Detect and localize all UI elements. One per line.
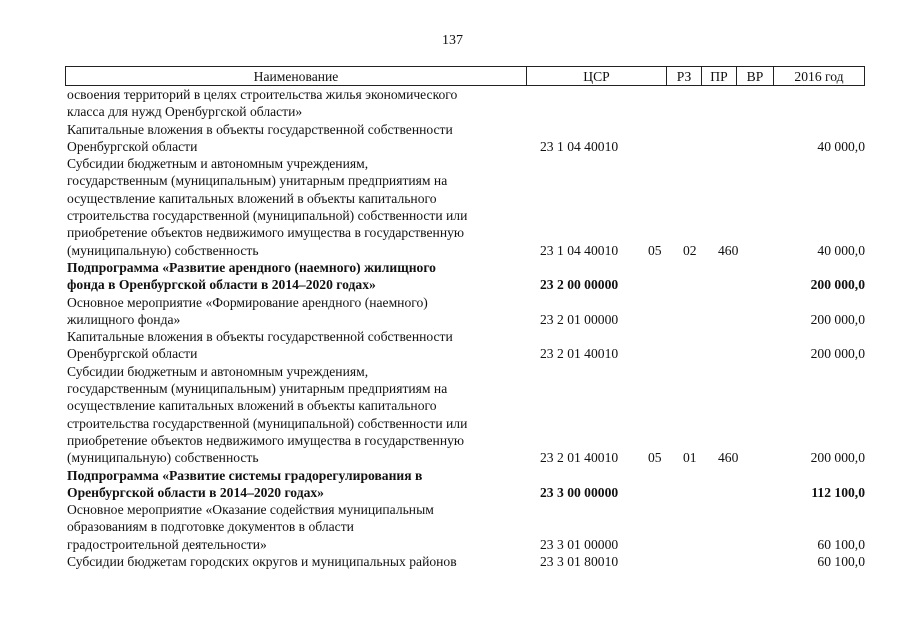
row-amount: 60 100,0 xyxy=(817,536,865,552)
table-row xyxy=(0,501,905,553)
row-vr: 460 xyxy=(718,450,739,466)
row-vr: 460 xyxy=(718,242,739,258)
row-name-line: приобретение объектов недвижимого имущества в государственную xyxy=(67,225,465,241)
row-pr: 02 xyxy=(683,242,697,258)
row-name-line: фонда в Оренбургской области в 2014–2020 годах» xyxy=(67,277,376,293)
row-name xyxy=(67,501,517,553)
header-pr: ПР xyxy=(701,67,736,85)
row-name-line: Субсидии бюджетам городских округов и муниципальных районов xyxy=(67,554,457,570)
table-row xyxy=(0,86,905,121)
row-amount: 200 000,0 xyxy=(810,346,865,362)
header-rz: РЗ xyxy=(666,67,701,85)
row-name-line: градостроительной деятельности» xyxy=(67,536,267,552)
row-amount: 200 000,0 xyxy=(810,277,865,293)
page-number: 137 xyxy=(442,33,463,48)
row-name-line: Основное мероприятие «Оказание содействия муниципальным xyxy=(67,502,434,518)
row-csr: 23 2 01 40010 xyxy=(540,346,619,362)
row-name xyxy=(67,86,517,121)
table-row xyxy=(0,121,905,156)
row-name-line: Капитальные вложения в объекты государственной собственности xyxy=(67,121,453,137)
row-name xyxy=(67,294,517,329)
row-name-line: (муниципальную) собственность xyxy=(67,242,259,258)
table-row xyxy=(0,553,905,570)
header-vr: ВР xyxy=(736,67,773,85)
row-amount: 200 000,0 xyxy=(810,450,865,466)
row-name-line: Оренбургской области xyxy=(67,346,198,362)
row-name-line: государственным (муниципальным) унитарным предприятиям на xyxy=(67,173,448,189)
table-row xyxy=(0,363,905,467)
row-csr: 23 2 00 00000 xyxy=(540,277,619,293)
row-csr: 23 3 00 00000 xyxy=(540,484,619,500)
row-pr: 01 xyxy=(683,450,697,466)
row-name-line: Оренбургской области в 2014–2020 годах» xyxy=(67,484,324,500)
row-name-line: Капитальные вложения в объекты государственной собственности xyxy=(67,329,453,345)
row-rz: 05 xyxy=(648,242,662,258)
row-csr: 23 1 04 40010 xyxy=(540,138,619,154)
row-name-line: Подпрограмма «Развитие арендного (наемного) жилищного xyxy=(67,259,436,275)
header-csr: ЦСР xyxy=(526,67,666,85)
row-name-line: государственным (муниципальным) унитарным предприятиям на xyxy=(67,381,448,397)
row-name-line: класса для нужд Оренбургской области» xyxy=(67,104,303,120)
row-amount: 112 100,0 xyxy=(811,484,865,500)
row-amount: 40 000,0 xyxy=(817,138,865,154)
table-row xyxy=(0,328,905,363)
table-header xyxy=(65,66,865,86)
row-name-line: (муниципальную) собственность xyxy=(67,450,259,466)
row-name-line: Подпрограмма «Развитие системы градорегулирования в xyxy=(67,467,423,483)
table-row xyxy=(0,467,905,502)
row-amount: 200 000,0 xyxy=(810,311,865,327)
row-csr: 23 1 04 40010 xyxy=(540,242,619,258)
row-name-line: образованиям в подготовке документов в области xyxy=(67,519,354,535)
row-name-line: строительства государственной (муниципальной) собственности или xyxy=(67,415,468,431)
row-name-line: осуществление капитальных вложений в объекты капитального xyxy=(67,398,437,414)
row-name xyxy=(67,259,517,294)
row-name-line: жилищного фонда» xyxy=(67,311,181,327)
row-name xyxy=(67,328,517,363)
header-name: Наименование xyxy=(253,69,339,84)
row-name xyxy=(67,467,517,502)
row-name-line: строительства государственной (муниципальной) собственности или xyxy=(67,208,468,224)
row-amount: 60 100,0 xyxy=(817,554,865,570)
row-name xyxy=(67,121,517,156)
row-name xyxy=(67,553,517,570)
row-amount: 40 000,0 xyxy=(817,242,865,258)
row-name-line: Субсидии бюджетным и автономным учреждениям, xyxy=(67,156,369,172)
row-name-line: Оренбургской области xyxy=(67,138,198,154)
row-name-line: Основное мероприятие «Формирование арендного (наемного) xyxy=(67,294,428,310)
table-row xyxy=(0,294,905,329)
row-csr: 23 2 01 00000 xyxy=(540,311,619,327)
header-year: 2016 год xyxy=(773,67,864,85)
row-name-line: Субсидии бюджетным и автономным учреждениям, xyxy=(67,363,369,379)
row-name xyxy=(67,363,517,467)
row-csr: 23 2 01 40010 xyxy=(540,450,619,466)
table-row xyxy=(0,155,905,259)
row-name xyxy=(67,155,517,259)
row-csr: 23 3 01 00000 xyxy=(540,536,619,552)
table-row xyxy=(0,259,905,294)
row-name-line: осуществление капитальных вложений в объекты капитального xyxy=(67,190,437,206)
row-name-line: приобретение объектов недвижимого имущества в государственную xyxy=(67,432,465,448)
row-rz: 05 xyxy=(648,450,662,466)
table-body xyxy=(0,86,905,570)
row-name-line: освоения территорий в целях строительства жилья экономического xyxy=(67,87,458,102)
row-csr: 23 3 01 80010 xyxy=(540,554,619,570)
